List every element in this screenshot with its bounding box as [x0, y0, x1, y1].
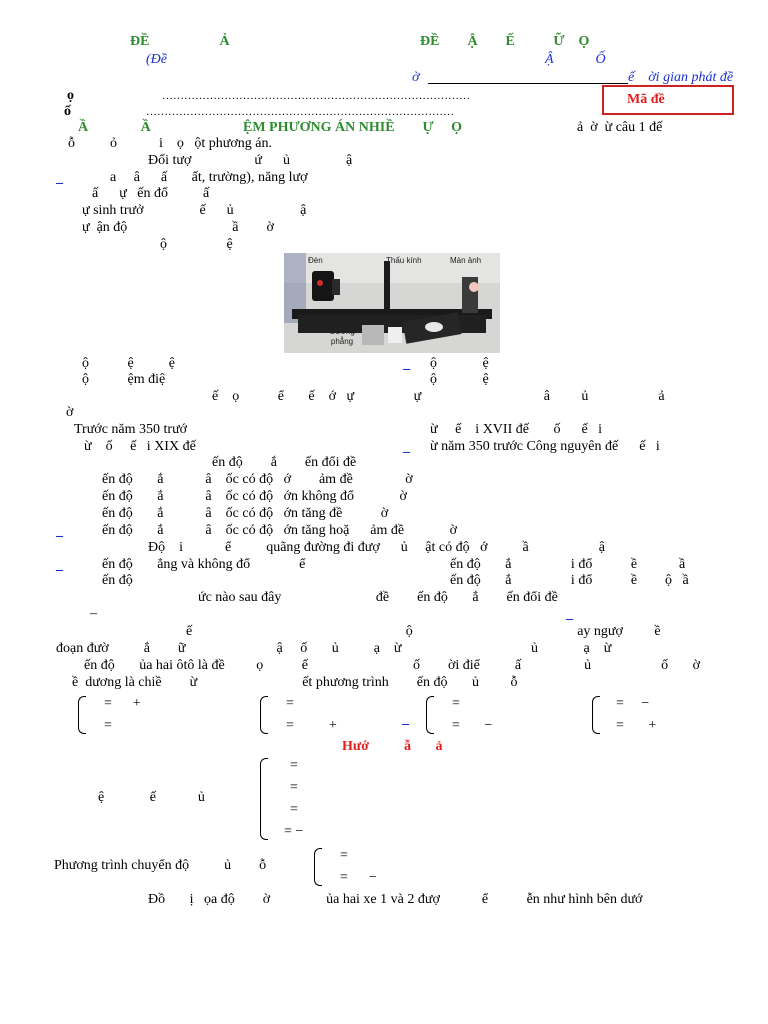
q2-option-a[interactable]: ộ ệ ệ	[82, 356, 175, 371]
q5-option-a[interactable]: ến độ ẳng và không đổ ể	[102, 557, 306, 572]
solution-graph-text: Đồ ị ọa độ ờ ủa hai xe 1 và 2 đượ ể ễn như hình bên dướ	[148, 892, 643, 907]
q3-option-d[interactable]: ừ năm 350 trước Công nguyên đế ế i	[430, 439, 660, 454]
q1-option-d[interactable]: ự ận độ ầ ờ	[82, 220, 274, 235]
q6-c-eq2[interactable]: = −	[452, 718, 493, 733]
q3-option-a[interactable]: Trước năm 350 trướ	[74, 422, 188, 437]
q5-stem: Độ i ể quãng đường đi đượ ủ ật có độ ớ ầ ậ	[148, 540, 605, 555]
q1-stem: Đối tượ ứ ủ ậ	[148, 153, 353, 168]
solution-equation-label: Phương trình chuyển độ ủ ỗ	[54, 858, 267, 873]
q5-dash: –	[90, 606, 97, 621]
q1-answer-mark: _	[56, 171, 63, 186]
q6-b-eq1[interactable]: =	[286, 696, 294, 711]
q5-answer-mark-2: _	[566, 607, 573, 622]
exam-code-box	[602, 85, 734, 115]
section-instruction: ỗ ỏ i ọ ột phương án.	[68, 136, 272, 151]
q2-option-c[interactable]: ộ ệ	[430, 356, 489, 371]
figure-label-mirror: Gương phẳng	[329, 327, 355, 346]
figure-label-screen: Màn ảnh	[450, 256, 482, 265]
q4-option-a[interactable]: ến độ ắ â ốc có độ ớ ảm đề ờ	[102, 472, 413, 487]
subtitle-left: (Đề	[146, 52, 167, 67]
q3-stem: ế ọ ể ế ớ ự ự â ủ ả	[212, 389, 665, 404]
solution-equation-line-1: =	[340, 848, 348, 863]
q6-brace-c	[426, 696, 434, 734]
figure-label-lens: Thấu kính	[386, 256, 422, 265]
q6-d-eq1[interactable]: = −	[616, 696, 650, 711]
subtitle-right: Ậ Ố	[545, 52, 606, 67]
solution-system-label: ệ ế ủ	[98, 790, 205, 805]
q5-option-d[interactable]: ến độ ắ i đổ ề ộ ầ	[450, 573, 689, 588]
q1-option-b[interactable]: ấ ự ến đổ ấ	[92, 186, 210, 201]
optical-bench-illustration	[284, 253, 500, 353]
q4-option-b[interactable]: ến độ ắ â ốc có độ ớn không đổ ờ	[102, 489, 407, 504]
section-heading-right: ả ờ ừ câu 1 đế	[577, 120, 663, 135]
optical-bench-photo	[284, 253, 500, 353]
q1-option-a[interactable]: a â ấ ất, trường), năng lượ	[110, 170, 308, 185]
q6-answer-mark: _	[402, 712, 409, 727]
q6-line2: đoạn đườ ắ ữ ậ ố ủ ạ ừ ủ ạ ừ	[56, 641, 612, 656]
solution-system-line-4: = −	[284, 824, 304, 839]
q5-option-b[interactable]: ến độ	[102, 573, 133, 588]
figure-label-lamp: Đèn	[308, 256, 323, 265]
time-right: ế ời gian phát đề	[628, 70, 734, 85]
q6-brace-b	[260, 696, 268, 734]
q6-line4: ề dương là chiề ừ ết phương trình ến độ ủ ỗ	[72, 675, 518, 690]
solution-heading: Hướ ẫ ả	[342, 739, 443, 754]
solution-equation-line-2: = −	[340, 870, 377, 885]
q2-answer-mark: _	[403, 357, 410, 372]
exam-code-label: Mã đề	[627, 92, 665, 107]
q3-option-b[interactable]: ừ ố ế i XIX đế	[84, 439, 196, 454]
candidate-number-label: ố	[64, 104, 71, 119]
q6-d-eq2[interactable]: = +	[616, 718, 657, 733]
q5-option-c[interactable]: ến độ ắ i đổ ề ầ	[450, 557, 686, 572]
q2-option-d[interactable]: ộ ệ	[430, 372, 489, 387]
q4-option-d[interactable]: ến độ ắ â ốc có độ ớn tăng hoặ ảm đề ờ	[102, 523, 458, 538]
solution-system-brace	[260, 758, 268, 840]
q6-brace-a	[78, 696, 86, 734]
q6-a-eq2[interactable]: =	[104, 718, 112, 733]
solution-system-line-3: =	[290, 802, 298, 817]
q5-question: ức nào sau đây đề ến độ ắ ến đổi đề	[198, 590, 558, 605]
solution-system-line-1: =	[290, 758, 298, 773]
q6-b-eq2[interactable]: = +	[286, 718, 337, 733]
q4-option-c[interactable]: ến độ ắ â ốc có độ ớn tăng đề ờ	[102, 506, 389, 521]
q3-answer-mark: _	[403, 440, 410, 455]
q3-option-c[interactable]: ừ ế i XVII đế ố ế i	[430, 422, 603, 437]
q2-option-b[interactable]: ộ ệm điệ	[82, 372, 166, 387]
q5-answer-mark: _	[56, 558, 63, 573]
time-left: ờ	[412, 70, 420, 85]
section-heading-left: Ầ Ầ	[78, 120, 151, 135]
candidate-name-label: ọ	[67, 88, 74, 103]
q4-answer-mark: _	[56, 524, 63, 539]
q1-extra: ộ ệ	[160, 237, 233, 252]
q6-c-eq1[interactable]: =	[452, 696, 460, 711]
q6-brace-d	[592, 696, 600, 734]
q3-stem-cont: ờ	[66, 405, 74, 420]
title-right: ĐỀ Ậ Ế Ữ Ọ	[420, 34, 590, 49]
q1-option-c[interactable]: ự sinh trưở ế ủ ậ	[82, 203, 307, 218]
q6-a-eq1[interactable]: = +	[104, 696, 141, 711]
candidate-name-dots[interactable]: …………………………………………………………………………	[162, 90, 470, 102]
q6-line1: ế ộ ay ngượ ề	[186, 624, 661, 639]
solution-system-line-2: =	[290, 780, 298, 795]
section-heading-main: ỆM PHƯƠNG ÁN NHIỀ Ự Ọ	[243, 120, 463, 135]
time-underline	[428, 83, 628, 84]
title-left: ĐỀ Ả	[130, 34, 230, 49]
candidate-number-dots[interactable]: …………………………………………………………………………	[146, 106, 454, 118]
q4-stem: ến độ ắ ến đổi đề	[212, 455, 357, 470]
q6-line3: ến độ ủa hai ôtô là đề ọ ế ố ời điể ấ ủ ố ờ	[84, 658, 700, 673]
solution-equation-brace	[314, 848, 322, 886]
